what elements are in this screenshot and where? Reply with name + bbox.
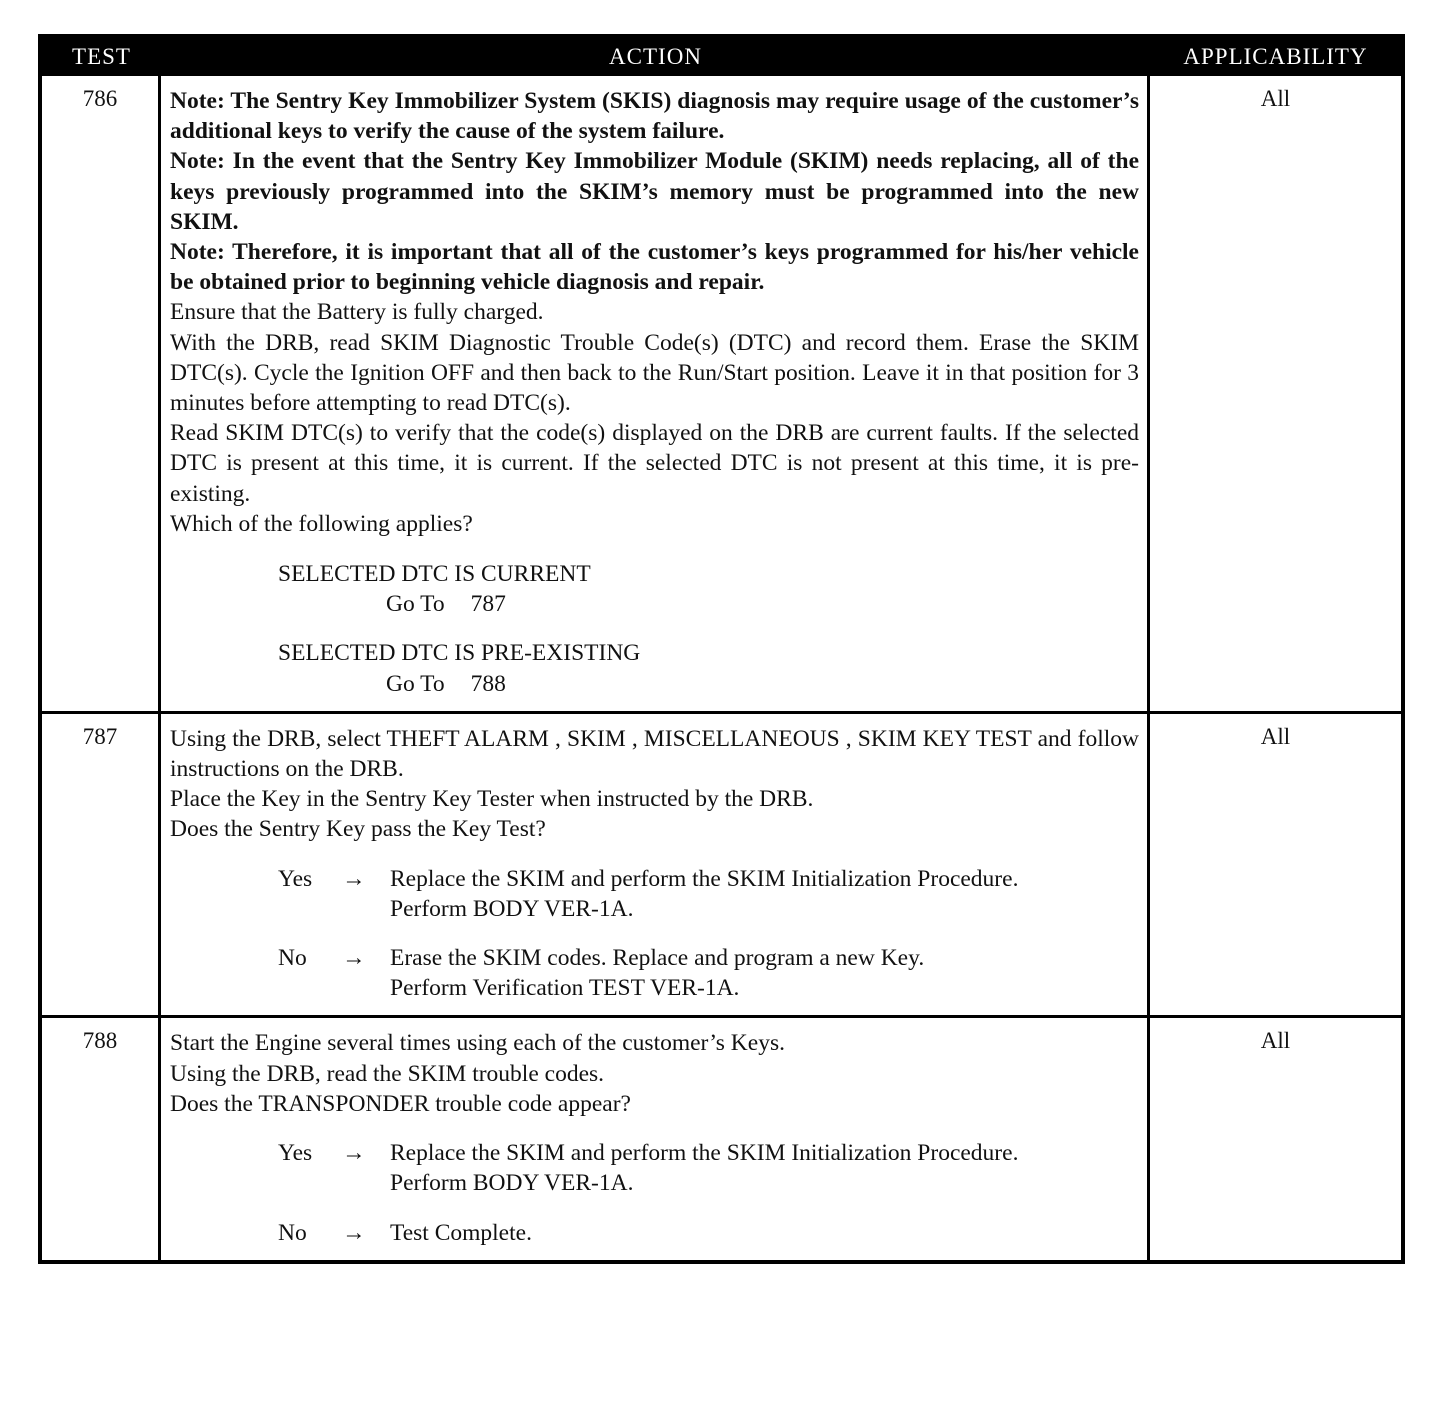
test-number: 786 [42, 76, 161, 711]
action-cell [161, 76, 1150, 711]
note-paragraph: Note: Therefore, it is important that all of the customer’s keys programmed for his/her vehicle be obtained prior to beginning vehicle diagnosis and repair. [170, 239, 1139, 296]
choice-followup: Perform Verification TEST VER-1A. [390, 975, 740, 1002]
goto-label: Go To [386, 591, 445, 618]
question-line: Which of the following applies? [170, 510, 473, 537]
instruction-line: Place the Key in the Sentry Key Tester when instructed by the DRB. [170, 786, 814, 813]
choice-action: Erase the SKIM codes. Replace and program a new Key. [390, 945, 925, 972]
arrow-right-icon: → [342, 1219, 366, 1246]
choice-text [390, 1218, 1139, 1248]
arrow-right-icon: → [342, 945, 366, 972]
instruction-line: Using the DRB, select THEFT ALARM , SKIM , MISCELLANEOUS , SKIM KEY TEST and follow instructions on the DRB. [170, 725, 1139, 783]
choice-label: Yes [278, 1140, 313, 1167]
choice-text [390, 864, 1139, 924]
test-number: 788 [42, 1018, 161, 1259]
choice-action: Replace the SKIM and perform the SKIM Initialization Procedure. [390, 865, 1019, 892]
arrow-right-icon: → [342, 1140, 366, 1167]
choice-action: Replace the SKIM and perform the SKIM Initialization Procedure. [390, 1140, 1019, 1167]
choice-no[interactable] [170, 1218, 1139, 1248]
applicability-value: All [1260, 723, 1291, 749]
goto-label: Go To [386, 670, 445, 697]
header-test: TEST [72, 44, 131, 69]
table-row-788 [42, 1015, 1401, 1259]
selection-label: SELECTED DTC IS CURRENT [278, 561, 591, 588]
choice-followup: Perform BODY VER-1A. [390, 895, 634, 922]
instruction-line: Ensure that the Battery is fully charged. [170, 299, 544, 326]
choice-label: No [278, 1219, 307, 1246]
diagnostic-table [38, 34, 1405, 1264]
choice-action: Test Complete. [390, 1219, 532, 1246]
goto-target: 787 [470, 591, 506, 618]
header-applicability: APPLICABILITY [1183, 44, 1368, 69]
question-line: Does the Sentry Key pass the Key Test? [170, 816, 546, 843]
header-action: ACTION [609, 44, 702, 69]
goto-link[interactable] [278, 669, 1139, 699]
note-paragraph: Note: In the event that the Sentry Key Immobilizer Module (SKIM) needs replacing, all of the keys previously programmed into the SKIM’s memory must be programmed into the new SKIM. [170, 148, 1139, 235]
action-cell [161, 714, 1150, 1016]
table-row-787 [42, 711, 1401, 1016]
applicability-value: All [1260, 86, 1291, 111]
choice-text [390, 943, 1139, 1003]
instruction-line: Start the Engine several times using each of the customer’s Keys. [170, 1030, 785, 1057]
choice-yes[interactable] [170, 1138, 1139, 1198]
selection-pre-existing[interactable] [170, 638, 1139, 698]
choice-text [390, 1138, 1139, 1198]
table-header [42, 38, 1401, 76]
applicability-value: All [1260, 1028, 1291, 1054]
goto-target: 788 [470, 670, 506, 697]
goto-link[interactable] [278, 589, 1139, 619]
choice-label: Yes [278, 865, 313, 892]
choice-label: No [278, 945, 307, 972]
note-paragraph: Note: The Sentry Key Immobilizer System (SKIS) diagnosis may require usage of the customer’s additional keys to verify the cause of the system failure. [170, 88, 1139, 145]
choice-followup: Perform BODY VER-1A. [390, 1170, 634, 1197]
arrow-right-icon: → [342, 865, 366, 892]
table-row-786 [42, 76, 1401, 711]
selection-current[interactable] [170, 559, 1139, 619]
instruction-line: Read SKIM DTC(s) to verify that the code(s) displayed on the DRB are current faults. If the selected DTC is present at this time, it is current. If the selected DTC is not present at this time, it is pre-existing. [170, 420, 1139, 507]
selection-label: SELECTED DTC IS PRE-EXISTING [278, 640, 641, 667]
test-number: 787 [42, 714, 161, 1016]
question-line: Does the TRANSPONDER trouble code appear? [170, 1090, 631, 1117]
choice-no[interactable] [170, 943, 1139, 1003]
choice-yes[interactable] [170, 864, 1139, 924]
instruction-line: Using the DRB, read the SKIM trouble codes. [170, 1060, 605, 1087]
action-cell [161, 1018, 1150, 1259]
instruction-line: With the DRB, read SKIM Diagnostic Trouble Code(s) (DTC) and record them. Erase the SKIM DTC(s). Cycle the Ignition OFF and then back to the Run/Start position. Leave it in that position for 3 minutes before attempting to read DTC(s). [170, 329, 1139, 417]
